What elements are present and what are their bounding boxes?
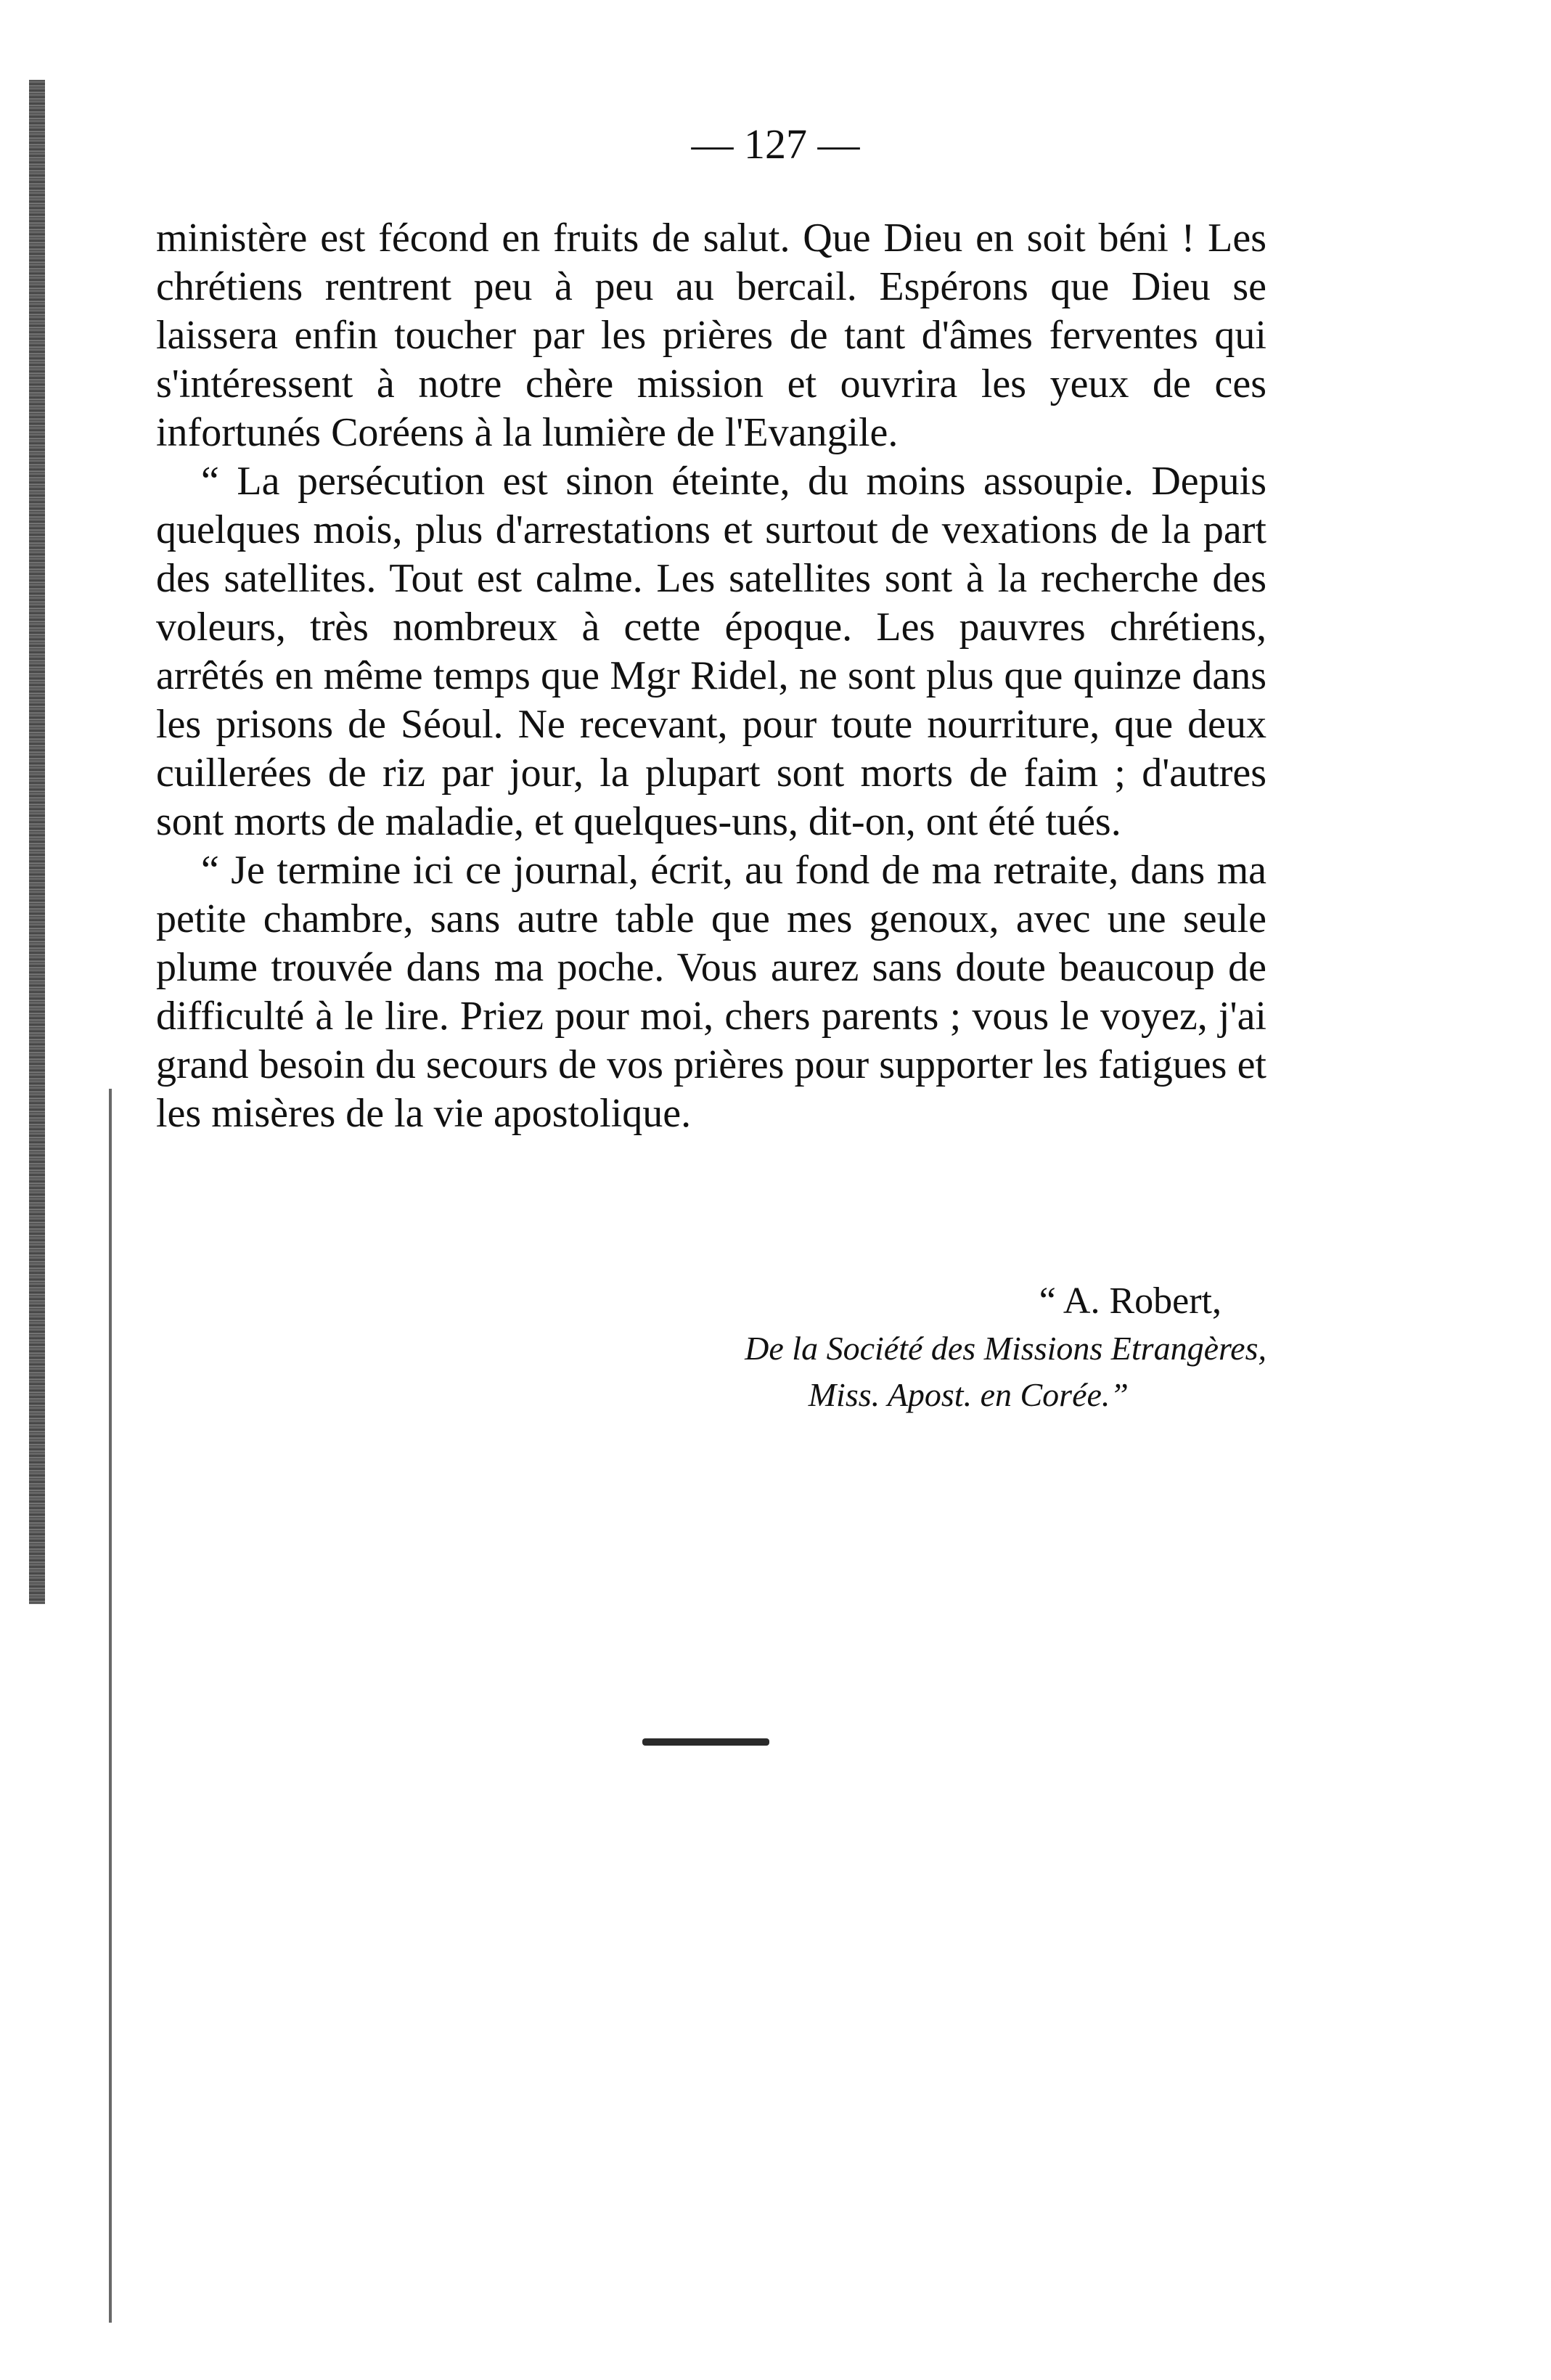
page-binding-line — [109, 1089, 112, 2323]
signature-affiliation: De la Société des Missions Etrangères, — [745, 1330, 1266, 1367]
body-text — [156, 214, 1266, 1138]
paragraph-3: “ Je termine ici ce journal, écrit, au fond de ma retraite, dans ma petite chambre, sans autre table que mes genoux, avec une seule plume trouvée dans ma poche. Vous aurez sans doute beaucoup de difficulté à le lire. Priez pour moi, chers parents ; vous le voyez, j'ai grand besoin du secours de vos prières pour supporter les fatigues et les misères de la vie apostolique. — [156, 848, 1266, 1136]
end-ornament-rule — [642, 1738, 769, 1746]
page-number: — 127 — — [691, 120, 860, 168]
signature-name: “ A. Robert, — [1039, 1280, 1221, 1322]
paragraph-2: “ La persécution est sinon éteinte, du moins assoupie. Depuis quelques mois, plus d'arrestations et surtout de vexations de la part des satellites. Tout est calme. Les satellites sont à la recherche des voleurs, très nombreux à cette époque. Les pauvres chrétiens, arrêtés en même temps que Mgr Ridel, ne sont plus que quinze dans les prisons de Séoul. Ne recevant, pour toute nourriture, que deux cuillerées de riz par jour, la plupart sont morts de faim ; d'autres sont morts de maladie, et quelques-uns, dit-on, ont été tués. — [156, 459, 1266, 844]
paragraph-1: ministère est fécond en fruits de salut. Que Dieu en soit béni ! Les chrétiens rentrent peu à peu au bercail. Espérons que Dieu se laissera enfin toucher par les prières de tant d'âmes ferventes qui s'intéressent à notre chère mission et ouvrira les yeux de ces infortunés Coréens à la lumière de l'Evangile. — [156, 216, 1266, 455]
page-binding-edge — [29, 80, 45, 1604]
signature-title: Miss. Apost. en Corée.” — [808, 1376, 1129, 1413]
signature-block — [156, 1277, 1266, 1418]
